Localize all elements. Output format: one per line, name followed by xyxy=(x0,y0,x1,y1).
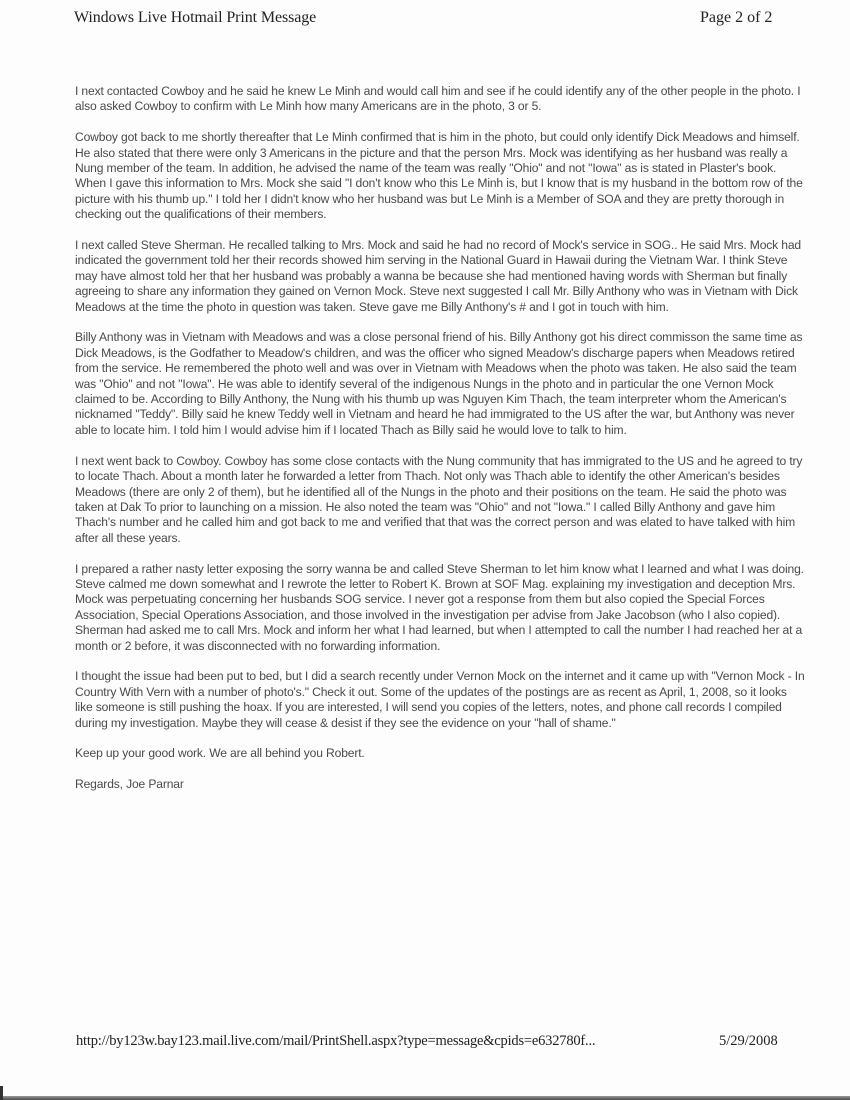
message-paragraph: Cowboy got back to me shortly thereafter that Le Minh confirmed that is him in the photo, but could only identify Dick Meadows and himself. He also stated that there were only 3 Americans in the picture and that the person Mrs. Mock was identifying as her husband was really a Nung member of the team. In addition, he advised the name of the team was really "Ohio" and not "Iowa" as is stated in Plaster's book. When I gave this information to Mrs. Mock she said "I don't know who this Le Minh is, but I know that is my husband in the bottom row of the picture with his thumb up." I told her I didn't know who her husband was but Le Minh is a Member of SOA and they are pretty thorough in checking out the qualifications of their members. xyxy=(75,130,803,222)
message-paragraph: I thought the issue had been put to bed, but I did a search recently under Vernon Mock on the internet and it came up with "Vernon Mock - In Country With Vern with a number of photo's." Check it out. Some of the updates of the postings are as recent as April, 1, 2008, so it looks like someone is still pushing the hoax. If you are interested, I will send you copies of the letters, notes, and phone call records I compiled during my investigation. Maybe they will cease & desist if they see the evidence on your "hall of shame." xyxy=(75,669,805,730)
message-paragraph: Billy Anthony was in Vietnam with Meadows and was a close personal friend of his. Billy Anthony got his direct commisson the same time as Dick Meadows, is the Godfather to Meadow's children, and was the officer who signed Meadow's discharge papers when Meadows retired from the service. He remembered the photo well and was over in Vietnam with Meadows when the photo was taken. He also said the team was "Ohio" and not "Iowa". He was able to identify several of the indigenous Nungs in the photo and in particular the one Vernon Mock claimed to be. According to Billy Anthony, the Nung with his thumb up was Nguyen Kim Thach, the team interpreter whom the American's nicknamed "Teddy". Billy said he knew Teddy well in Vietnam and heard he had immigrated to the US after the war, but Anthony was never able to locate him. I told him I would advise him if I located Thach as Billy said he would love to talk to him. xyxy=(75,330,803,437)
signature: Regards, Joe Parnar xyxy=(75,777,184,792)
message-paragraph: I prepared a rather nasty letter exposing the sorry wanna be and called Steve Sherman to let him know what I learned and what I was doing. Steve calmed me down somewhat and I rewrote the letter to Robert K. Brown at SOF Mag. explaining my investigation and deception Mrs. Mock was perpetuating concerning her husbands SOG service. I never got a response from them but also copied the Special Forces Association, Special Operations Association, and those involved in the investigation per advise from Jake Jacobson (who I also copied). Sherman had asked me to call Mrs. Mock and inform her what I had learned, but when I attempted to call the number I had reached her at a month or 2 before, it was disconnected with no forwarding information. xyxy=(75,561,804,653)
page-indicator: Page 2 of 2 xyxy=(700,9,773,26)
print-footer-date: 5/29/2008 xyxy=(719,1033,778,1049)
scan-bottom-edge xyxy=(0,1096,850,1100)
message-paragraph: I next called Steve Sherman. He recalled talking to Mrs. Mock and said he had no record of Mock's service in SOG.. He said Mrs. Mock had indicated the government told her their records showed him serving in the National Guard in Hawaii during the Vietnam War. I think Steve may have almost told her that her husband was probably a wanna be because she had mentioned having words with Sherman but finally agreeing to share any information they gained on Vernon Mock. Steve next suggested I call Mr. Billy Anthony who was in Vietnam with Dick Meadows at the time the photo in question was taken. Steve gave me Billy Anthony's # and I got in touch with him. xyxy=(75,238,802,314)
print-footer-url: http://by123w.bay123.mail.live.com/mail/PrintShell.aspx?type=message&cpids=e632780f... xyxy=(76,1033,596,1049)
message-paragraph: I next contacted Cowboy and he said he knew Le Minh and would call him and see if he could identify any of the other people in the photo. I also asked Cowboy to confirm with Le Minh how many Americans are in the photo, 3 or 5. xyxy=(75,84,801,114)
message-paragraph: I next went back to Cowboy. Cowboy has some close contacts with the Nung community that has immigrated to the US and he agreed to try to locate Thach. About a month later he forwarded a letter from Thach. Not only was Thach able to identify the other American's besides Meadows (there are only 2 of them), but he identified all of the Nungs in the photo and their positions on the team. He said the photo was taken at Dak To prior to launching on a mission. He also noted the team was "Ohio" and not "Iowa." I called Billy Anthony and gave him Thach's number and he called him and got back to me and verified that that was the correct person and was elated to have talked with him after all these years. xyxy=(75,453,803,545)
print-header-title: Windows Live Hotmail Print Message xyxy=(74,9,317,26)
closing-line: Keep up your good work. We are all behind you Robert. xyxy=(75,746,365,761)
message-body xyxy=(75,84,805,808)
scan-corner-mark xyxy=(0,1086,3,1100)
